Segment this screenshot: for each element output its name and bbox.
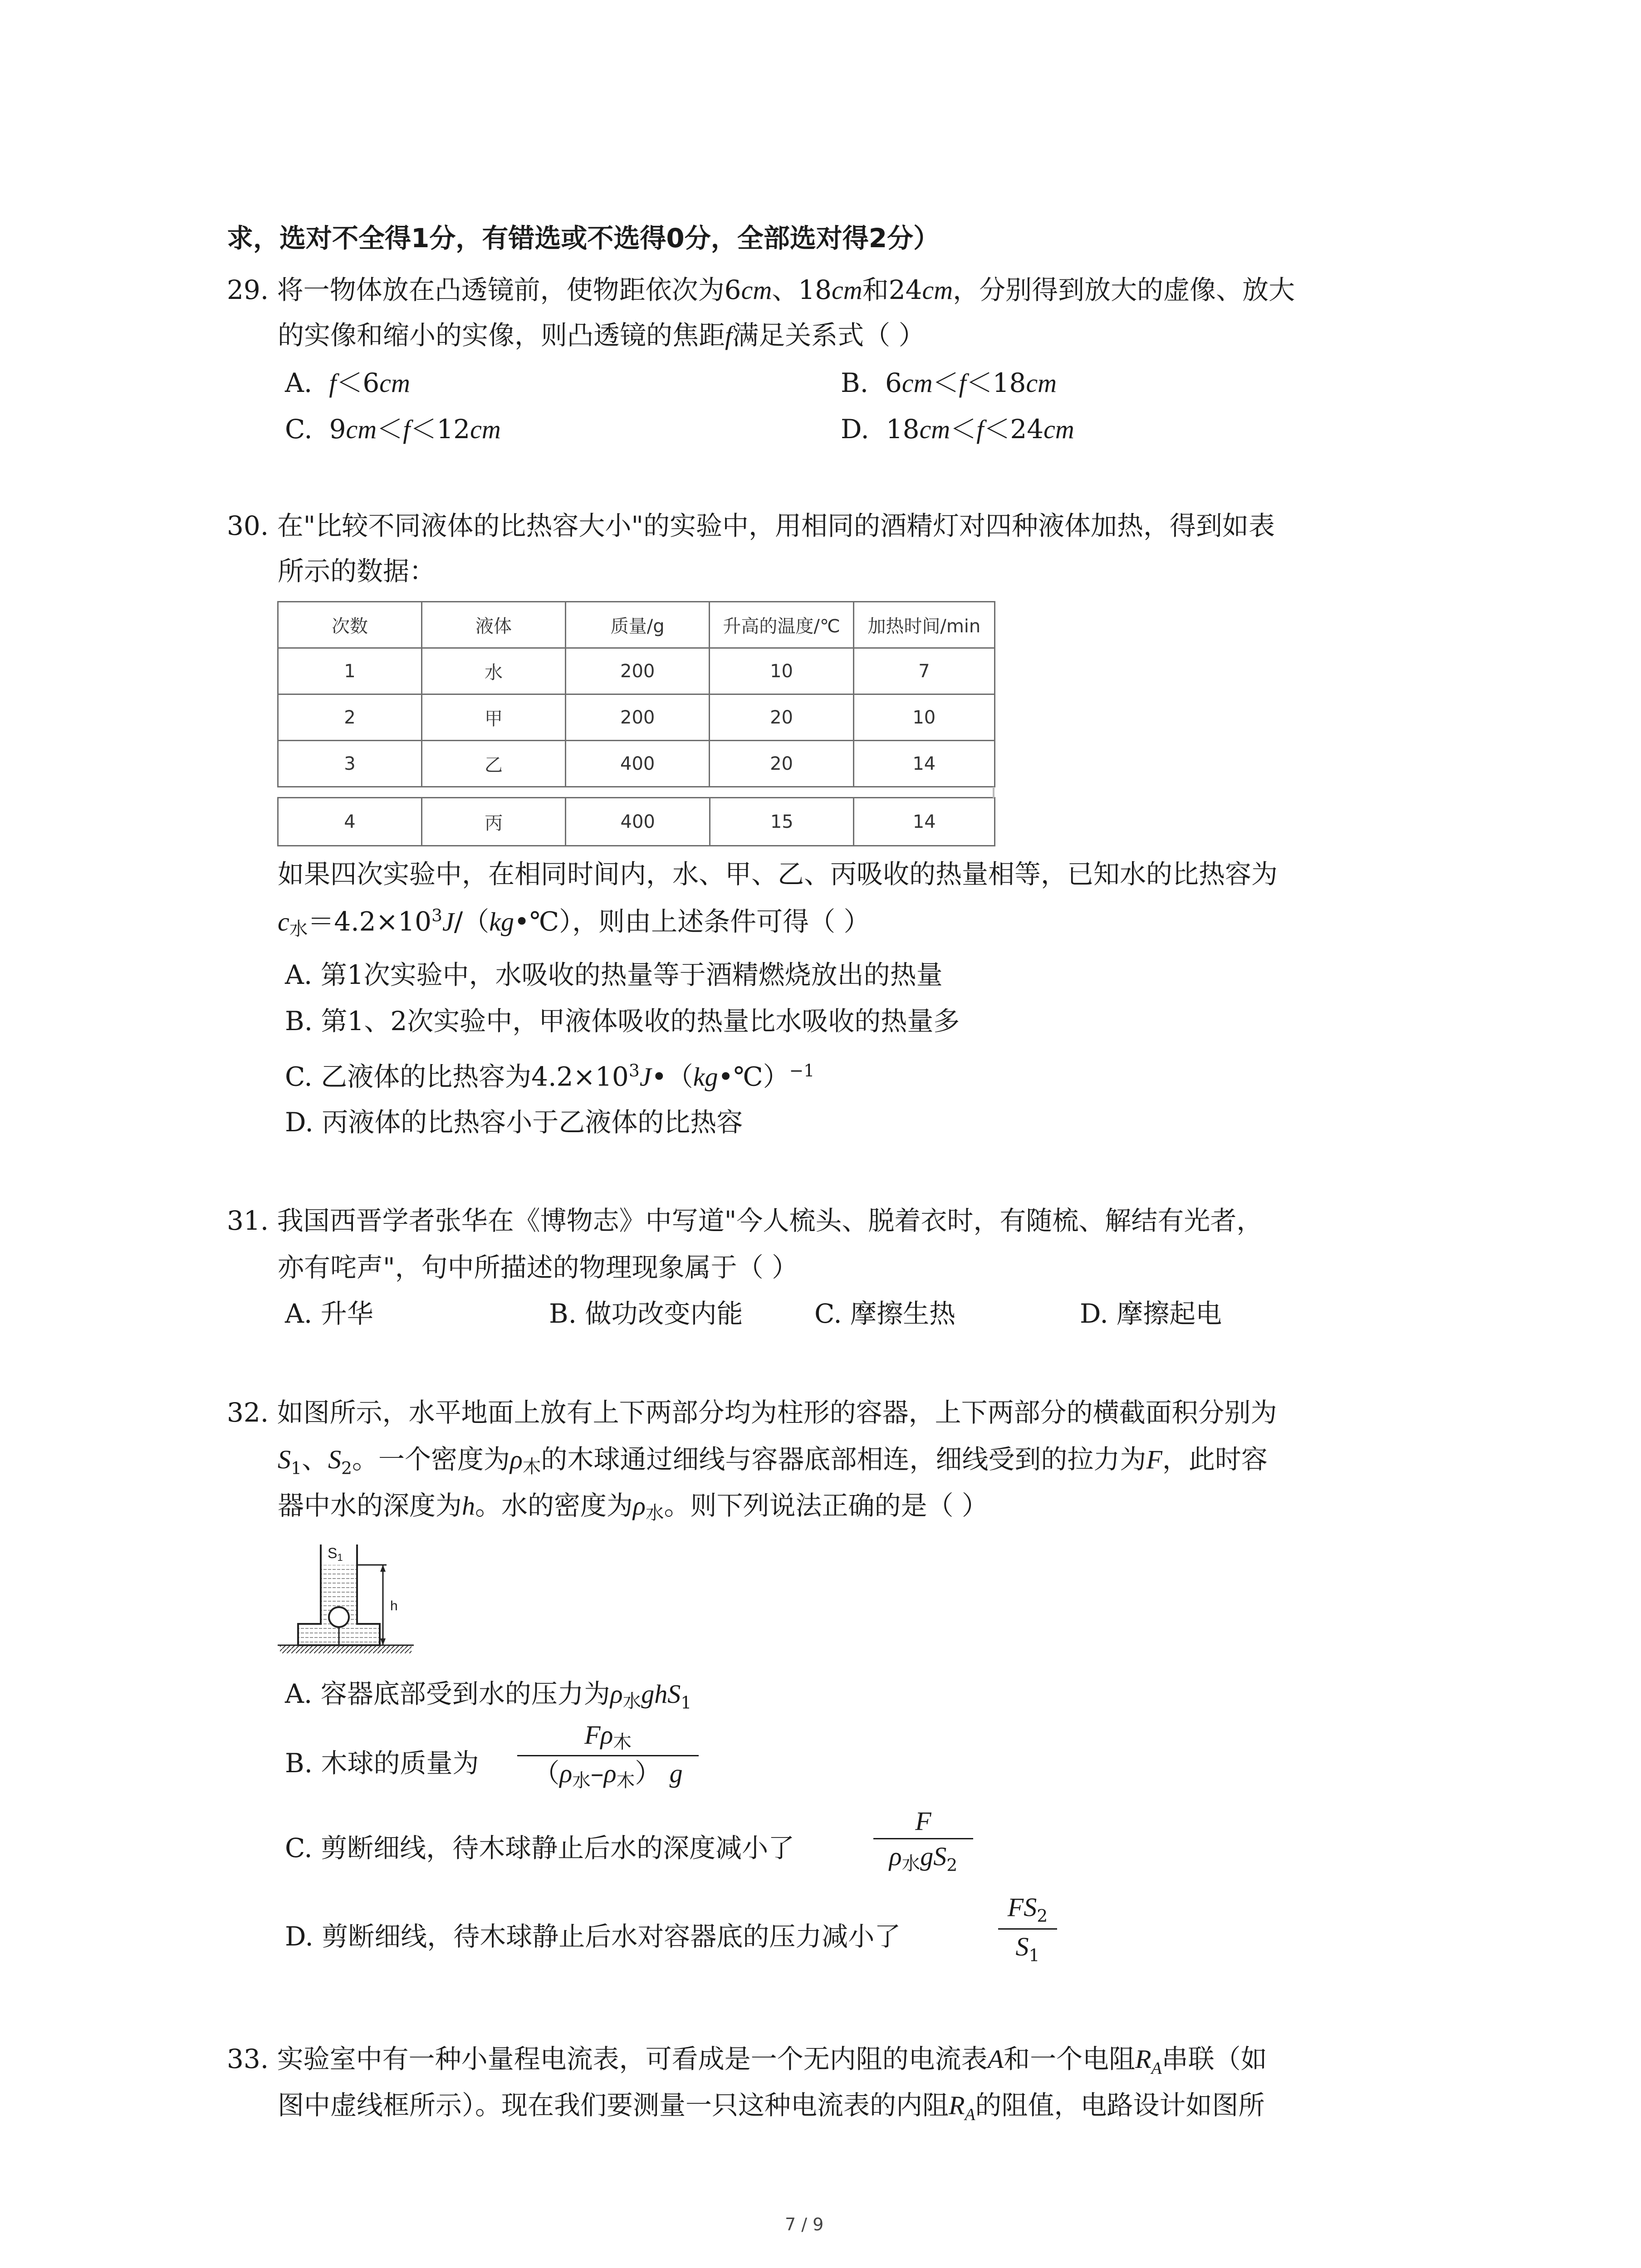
q32-option-c: C. 剪断细线，待木球静止后水的深度减小了 bbox=[285, 1833, 795, 1863]
q30-condition-line1: 如果四次实验中，在相同时间内，水、甲、乙、丙吸收的热量相等，已知水的比热容为 bbox=[278, 859, 1278, 890]
table-cell: 200 bbox=[565, 648, 710, 694]
section-instruction: 求，选对不全得1分，有错选或不选得0分，全部选对得2分） bbox=[227, 223, 940, 254]
table-divider bbox=[993, 787, 994, 798]
table-cell: 丙 bbox=[422, 798, 566, 846]
table-cell: 400 bbox=[566, 798, 710, 846]
table-header-cell: 升高的温度/℃ bbox=[710, 602, 853, 648]
data-table-upper bbox=[277, 601, 995, 787]
q29-option-b: B. 6cm＜f＜18cm bbox=[841, 367, 1057, 398]
table-row bbox=[278, 694, 995, 741]
q29-line2: 的实像和缩小的实像，则凸透镜的焦距f满足关系式（ ） bbox=[278, 320, 925, 351]
table-cell: 4 bbox=[278, 798, 422, 846]
table-cell: 1 bbox=[278, 648, 422, 694]
q30-option-c: C. 乙液体的比热容为$4.2\times 10^3J•(kg•℃)^{-1}$ bbox=[285, 1061, 815, 1092]
table-cell: 20 bbox=[710, 741, 853, 787]
table-header-cell: 液体 bbox=[421, 602, 565, 648]
q30-line2: 所示的数据： bbox=[278, 556, 436, 587]
q32-option-d: D. 剪断细线，待木球静止后水对容器底的压力减小了 bbox=[285, 1921, 901, 1952]
q31-line1: 31. 我国西晋学者张华在《博物志》中写道"今人梳头、脱着衣时，有随梳、解结有光者， bbox=[227, 1205, 1263, 1236]
table-header-row bbox=[278, 602, 995, 648]
q31-option-b: B. 做功改变内能 bbox=[549, 1298, 743, 1329]
subscript-wood: 木 bbox=[616, 1769, 635, 1791]
q32-option-a: A. 容器底部受到水的压力为ρ水ghS$_1$ bbox=[285, 1678, 692, 1713]
subscript-wood: 木 bbox=[613, 1731, 632, 1753]
table-row bbox=[278, 798, 995, 846]
q33-line1: 33. 实验室中有一种小量程电流表，可看成是一个无内阻的电流表A和一个电阻$R_A$串联（如 bbox=[227, 2043, 1267, 2078]
table-cell: 7 bbox=[853, 648, 994, 694]
q30-condition-line2: c水$=4.2\times 10^3J/(kg•℃)$，则由上述条件可得（ ） bbox=[278, 905, 870, 940]
table-header-cell: 质量/g bbox=[565, 602, 710, 648]
table-cell: 乙 bbox=[421, 741, 565, 787]
fraction-depth-change: F ρ水$gS_2$ bbox=[873, 1808, 973, 1874]
subscript-wood: 木 bbox=[522, 1456, 541, 1478]
table-cell: 10 bbox=[853, 694, 994, 741]
q30-option-b: B. 第1、2次实验中，甲液体吸收的热量比水吸收的热量多 bbox=[285, 1006, 960, 1036]
q32-line1: 32. 如图所示，水平地面上放有上下两部分均为柱形的容器，上下两部分的横截面积分别为 bbox=[227, 1397, 1277, 1428]
table-cell: 15 bbox=[710, 798, 854, 846]
table-cell: 水 bbox=[421, 648, 565, 694]
subscript-water: 水 bbox=[572, 1769, 591, 1791]
table-cell: 200 bbox=[565, 694, 710, 741]
q31-line2: 亦有咤声"，句中所描述的物理现象属于（ ） bbox=[278, 1252, 798, 1283]
q33-line2: 图中虚线框所示）。现在我们要测量一只这种电流表的内阻$R_A$的阻值，电路设计如图所 bbox=[278, 2090, 1265, 2124]
table-cell: 400 bbox=[565, 741, 710, 787]
fraction-wood-mass: Fρ木 （ρ水–ρ木） g bbox=[517, 1721, 699, 1789]
q29-option-c: C. 9cm＜f＜12cm bbox=[285, 414, 501, 445]
subscript-water: 水 bbox=[622, 1690, 642, 1712]
q32-option-b: B. 木球的质量为 bbox=[285, 1748, 479, 1779]
q32-line2: $S_1$、$S_2$。一个密度为ρ木的木球通过细线与容器底部相连，细线受到的拉力为F，此时容 bbox=[278, 1444, 1268, 1478]
q32-line3: 器中水的深度为h。水的密度为ρ水。则下列说法正确的是（ ） bbox=[278, 1490, 988, 1524]
table-cell: 20 bbox=[710, 694, 853, 741]
page-number: 7 / 9 bbox=[785, 2214, 824, 2234]
subscript-water: 水 bbox=[289, 918, 308, 940]
table-cell: 14 bbox=[854, 798, 995, 846]
q31-option-d: D. 摩擦起电 bbox=[1080, 1298, 1222, 1329]
table-header-cell: 加热时间/min bbox=[853, 602, 994, 648]
q31-option-a: A. 升华 bbox=[285, 1298, 373, 1329]
q29-option-d: D. 18cm＜f＜24cm bbox=[841, 414, 1074, 445]
q30-line1: 30. 在"比较不同液体的比热容大小"的实验中，用相同的酒精灯对四种液体加热，得到如表 bbox=[227, 510, 1275, 541]
table-row bbox=[278, 648, 995, 694]
q29-line1: 29. 将一物体放在凸透镜前，使物距依次为6cm、18cm和24cm，分别得到放大的虚像、放大 bbox=[227, 274, 1295, 305]
fraction-pressure-change: $FS_2$ $S_1$ bbox=[998, 1894, 1057, 1965]
table-row bbox=[278, 741, 995, 787]
data-table-lower bbox=[277, 797, 995, 846]
figure-label-h: h bbox=[390, 1598, 398, 1613]
table-cell: 14 bbox=[853, 741, 994, 787]
table-cell: 2 bbox=[278, 694, 422, 741]
table-cell: 甲 bbox=[421, 694, 565, 741]
q31-option-c: C. 摩擦生热 bbox=[814, 1298, 956, 1329]
subscript-water: 水 bbox=[645, 1502, 664, 1524]
table-header-cell: 次数 bbox=[278, 602, 422, 648]
subscript-water: 水 bbox=[901, 1853, 921, 1875]
table-cell: 10 bbox=[710, 648, 853, 694]
q30-option-d: D. 丙液体的比热容小于乙液体的比热容 bbox=[285, 1107, 743, 1138]
q29-option-a: A. f＜6cm bbox=[285, 367, 410, 398]
container-figure bbox=[278, 1540, 414, 1658]
table-cell: 3 bbox=[278, 741, 422, 787]
q30-option-a: A. 第1次实验中，水吸收的热量等于酒精燃烧放出的热量 bbox=[285, 959, 943, 990]
figure-label-s1: S1 bbox=[328, 1545, 343, 1563]
